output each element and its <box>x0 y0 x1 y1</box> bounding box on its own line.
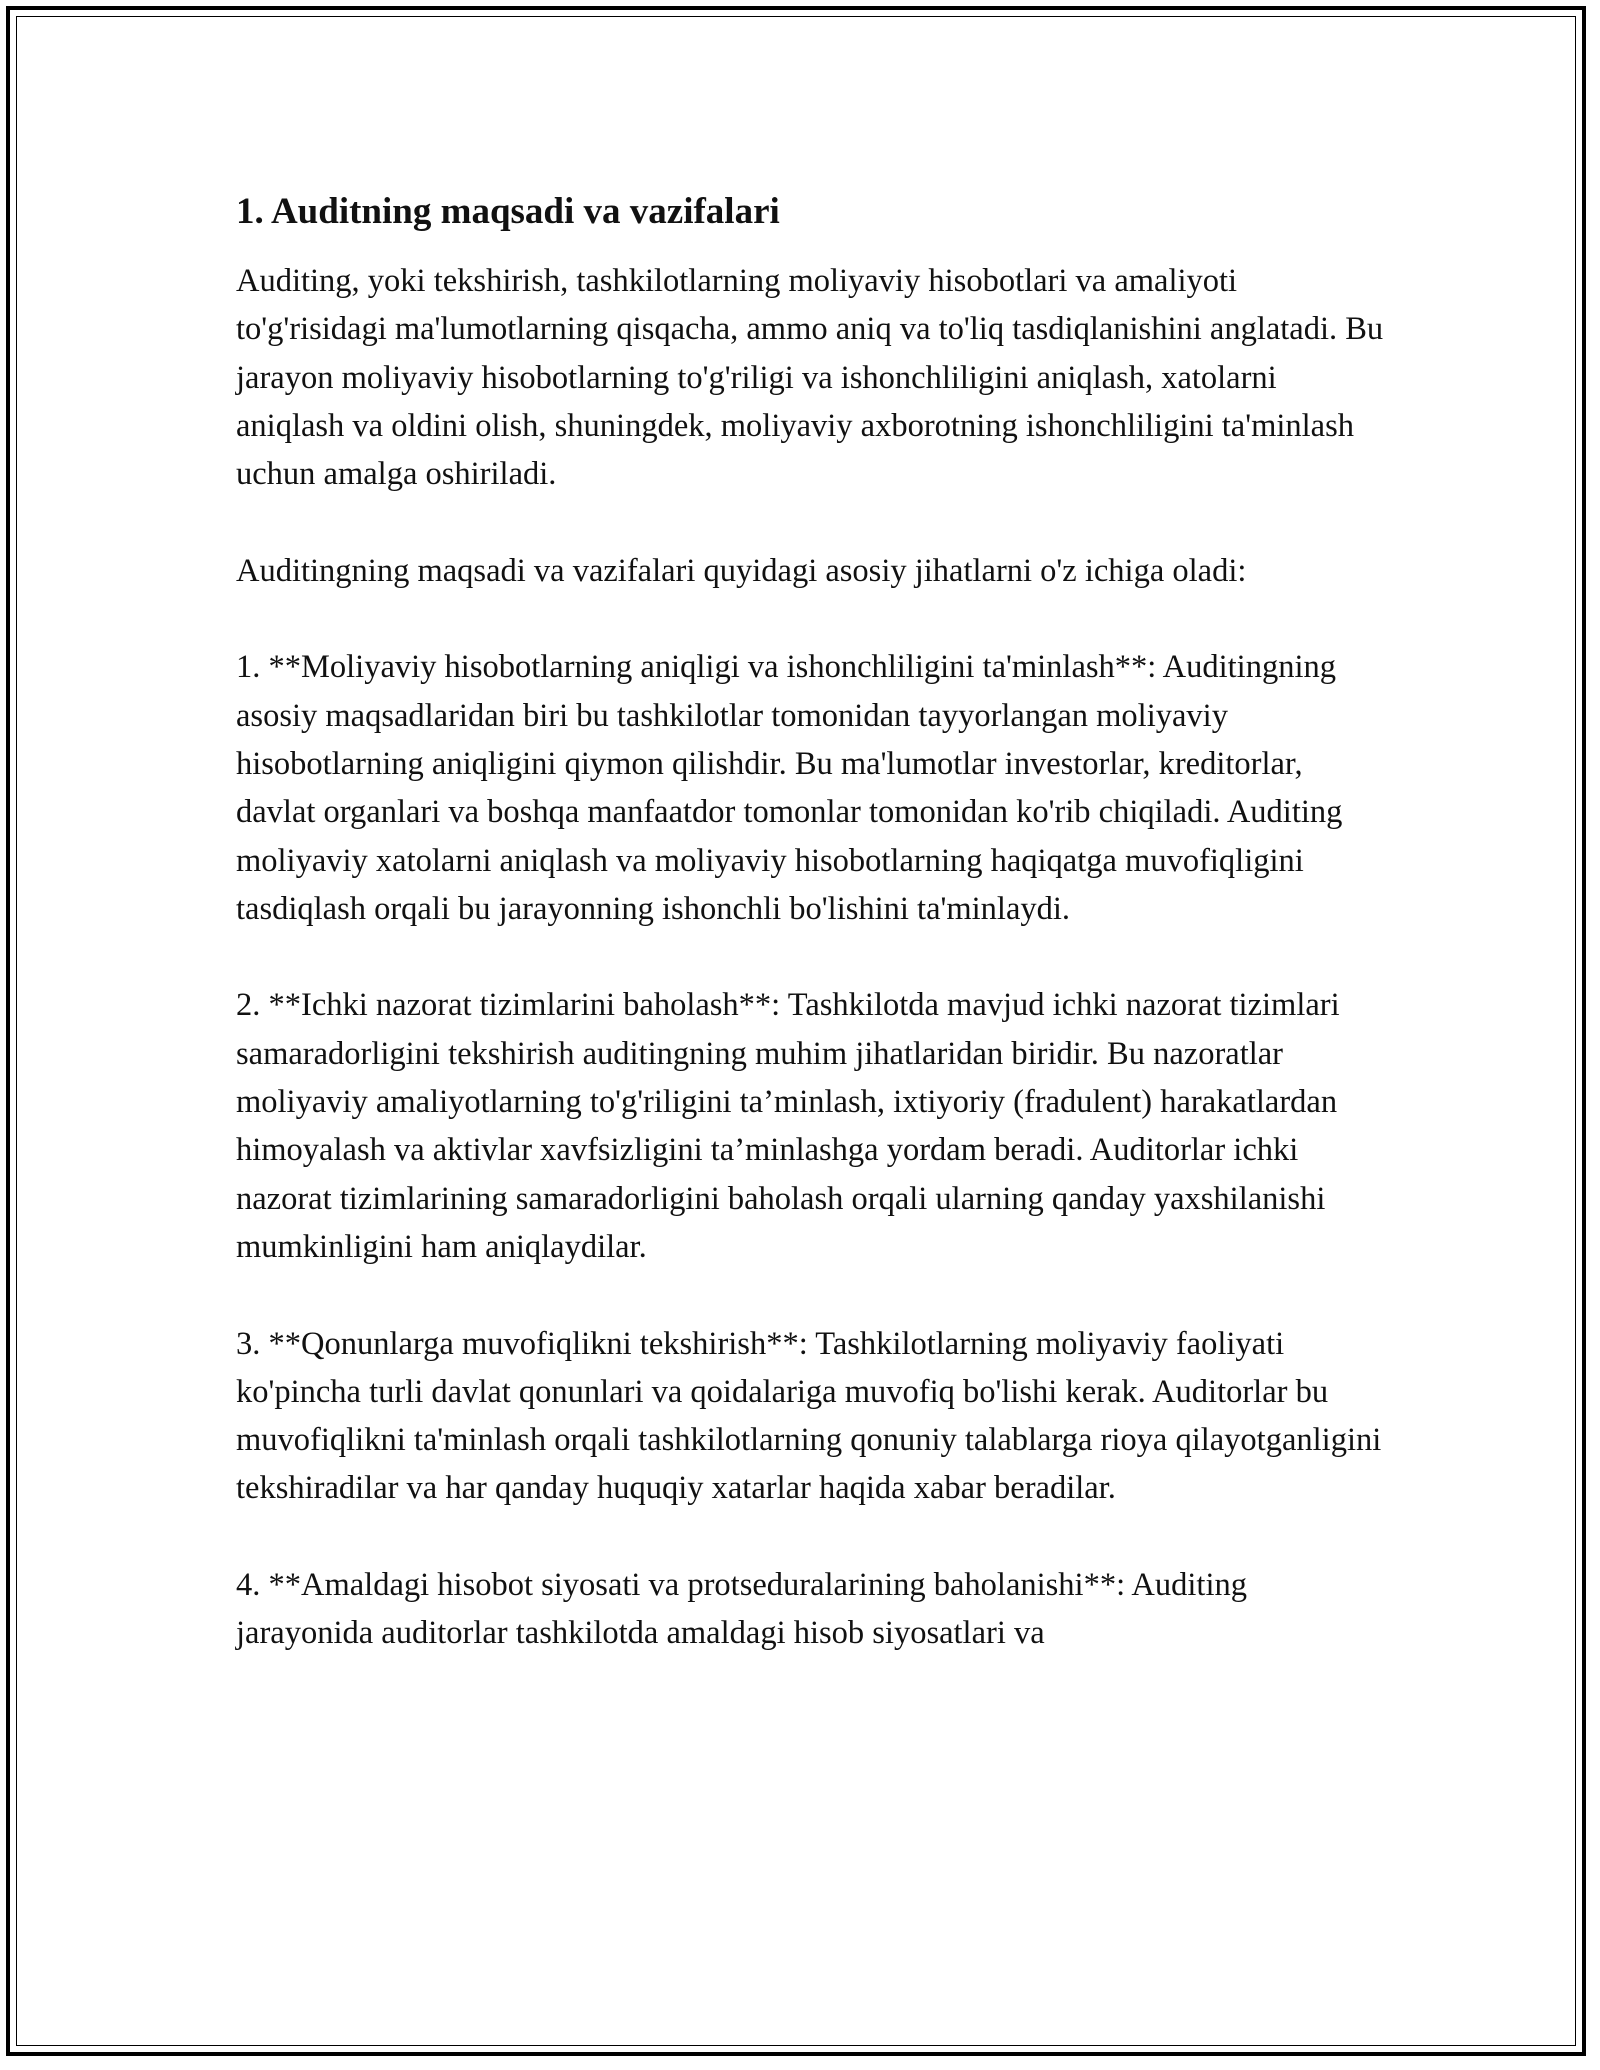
list-item-2-paragraph: 2. **Ichki nazorat tizimlarini baholash**: Tashkilotda mavjud ichki nazorat tizimlari samaradorligini tekshirish auditingning muhim jihatlaridan biridir. Bu nazoratlar moliyaviy amaliyotlarning to'g'riligini ta’minlash, ixtiyoriy (fradulent) harakatlardan himoyalash va aktivlar xavfsizligini ta’minlashga yordam beradi. Auditorlar ichki nazorat tizimlarining samaradorligini baholash orqali ularning qanday yaxshilanishi mumkinligini ham aniqlaydilar. <box>236 987 1340 1265</box>
section-heading: 1. Auditning maqsadi va vazifalari <box>236 191 780 232</box>
list-item-3-paragraph: 3. **Qonunlarga muvofiqlikni tekshirish**: Tashkilotlarning moliyaviy faoliyati ko'pincha turli davlat qonunlari va qoidalariga muvofiq bo'lishi kerak. Auditorlar bu muvofiqlikni ta'minlash orqali tashkilotlarning qonuniy talablarga rioya qilayotganligini tekshiradilar va har qanday huquqiy xatarlar haqida xabar beradilar. <box>236 1325 1382 1507</box>
goals-lead-paragraph: Auditingning maqsadi va vazifalari quyidagi asosiy jihatlarni o'z ichiga oladi: <box>236 552 1247 589</box>
intro-paragraph: Auditing, yoki tekshirish, tashkilotlarning moliyaviy hisobotlari va amaliyoti to'g'risidagi ma'lumotlarning qisqacha, ammo aniq va to'liq tasdiqlanishini anglatadi. Bu jarayon moliyaviy hisobotlarning to'g'riligi va ishonchliligini aniqlash, xatolarni aniqlash va oldini olish, shuningdek, moliyaviy axborotning ishonchliligini ta'minlash uchun amalga oshiriladi. <box>236 263 1384 493</box>
document-body <box>236 184 1386 1658</box>
list-item-4-paragraph: 4. **Amaldagi hisobot siyosati va protseduralarining baholanishi**: Auditing jarayonida auditorlar tashkilotda amaldagi hisob siyosatlari va <box>236 1567 1247 1652</box>
list-item-1-paragraph: 1. **Moliyaviy hisobotlarning aniqligi va ishonchliligini ta'minlash**: Auditingning asosiy maqsadlaridan biri bu tashkilotlar tomonidan tayyorlangan moliyaviy hisobotlarning aniqligini qiymon qilishdir. Bu ma'lumotlar investorlar, kreditorlar, davlat organlari va boshqa manfaatdor tomonlar tomonidan ko'rib chiqiladi. Auditing moliyaviy xatolarni aniqlash va moliyaviy hisobotlarning haqiqatga muvofiqligini tasdiqlash orqali bu jarayonning ishonchli bo'lishini ta'minlaydi. <box>236 649 1343 927</box>
